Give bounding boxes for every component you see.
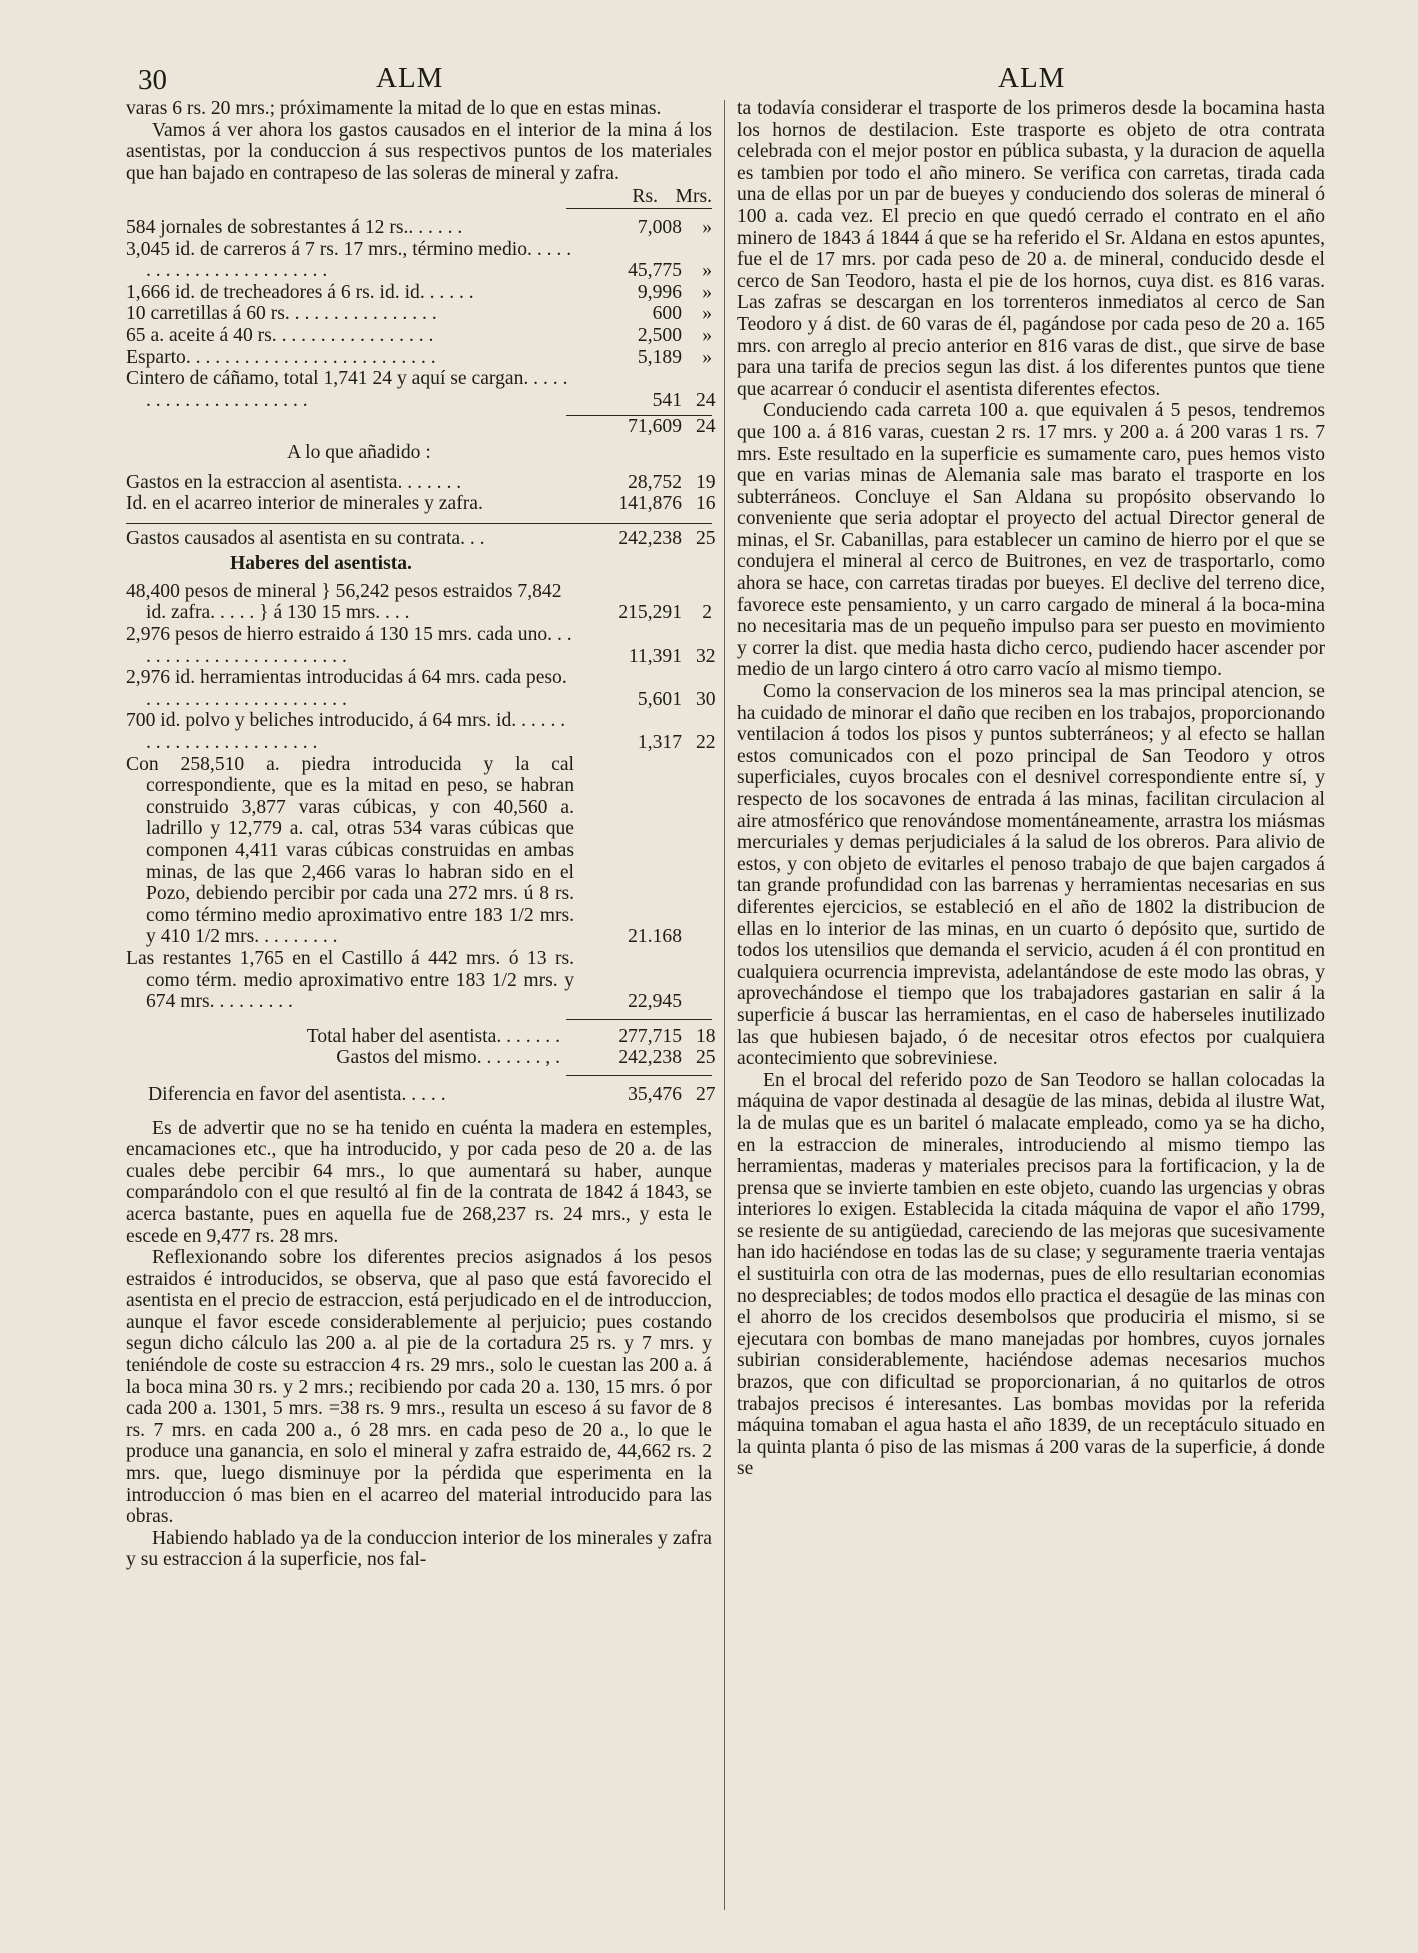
table-row: 65 a. aceite á 40 rs. . . . . . . . . . . . . . . . . 2,500 » [126, 324, 712, 346]
paragraph: Habiendo hablado ya de la conduccion interior de los minerales y zafra y su estraccion á la superficie, nos fal- [126, 1527, 712, 1571]
table-row: Las restantes 1,765 en el Castillo á 442 mrs. ó 13 rs. como térm. medio aproximativo entre 183 1/2 mrs. y 674 mrs. . . . . . . . . 22,945 [126, 947, 682, 1013]
table-header [126, 186, 712, 208]
table-row: 10 carretillas á 60 rs. . . . . . . . . . . . . . . . 600 » [126, 303, 712, 325]
table-row: 584 jornales de sobrestantes á 12 rs.. . . . . . 7,008 » [126, 216, 712, 238]
left-running-title: ALM [376, 62, 444, 94]
rule [566, 1075, 712, 1076]
added-label: A lo que añadido : [287, 441, 431, 463]
table-row: Esparto. . . . . . . . . . . . . . . . . . . . . . . . . . 5,189 » [126, 346, 712, 368]
rule [126, 523, 712, 524]
column-header-mrs: Mrs. [675, 186, 712, 208]
table-row: 48,400 pesos de mineral } 56,242 pesos estraidos 7,842 id. zafra. . . . . } á 130 15 mrs. . . . 215,291 2 [126, 580, 712, 624]
table-row: Id. en el acarreo interior de minerales y zafra. 141,876 16 [126, 493, 716, 515]
paragraph: varas 6 rs. 20 mrs.; próximamente la mitad de lo que en estas minas. [126, 98, 662, 119]
column-divider [724, 100, 725, 1910]
right-running-title: ALM [998, 62, 1066, 94]
expense-rows [126, 216, 716, 411]
subtotal-row: 71,609 24 [628, 416, 716, 438]
table-row: Cintero de cáñamo, total 1,741 24 y aquí se cargan. . . . . . . . . . . . . . . . . . . . . . 541 24 [126, 368, 716, 411]
table-row: Con 258,510 a. piedra introducida y la cal correspondiente, que es la mitad en peso, se habran construido 3,877 varas cúbicas, y con 40,560 a. ladrillo y 12,779 a. cal, otras 534 varas cúbicas que componen 4,411 varas cúbicas construidas en ambas minas, de las que 2,466 varas lo habran sido en el Pozo, debiendo percibir por cada una 272 mrs. ú 8 rs. como término medio aproximativo entre 183 1/2 mrs. y 410 1/2 mrs. . . . . . . . . 21.168 [126, 753, 682, 948]
paragraph: Es de advertir que no se ha tenido en cuénta la madera en estemples, encamaciones etc., que ha introducido, y por cada peso de 20 a. de las cuales debe percibir 64 mrs., lo que aumentará su haber, aunque comparándolo con el que resultó al fin de la contrata de 1842 á 1843, se acerca bastante, pues en aquella fue de 268,237 rs. 24 mrs., y esta le escede en 9,477 rs. 28 mrs. [126, 1117, 712, 1247]
total-row: Gastos causados al asentista en su contrata. . . 242,238 25 [126, 527, 716, 549]
income-rows [126, 580, 716, 1013]
rule [566, 208, 712, 209]
table-row: 700 id. polvo y beliches introducido, á 64 mrs. id. . . . . . . . . . . . . . . . . . . . . . . . 1,317 22 [126, 710, 716, 754]
paragraph: Como la conservacion de los mineros sea la mas principal atencion, se ha cuidado de minorar el daño que reciben en los trabajos, proporcionando ventilacion á todos los pisos y puntos subterráneos; y al efecto se hallan estos comunicados con el pozo principal de San Teodoro y otros superficiales, cuyos brocales con el desnivel correspondiente entre sí, y respecto de los socavones de entrada á las minas, facilitan circulacion al aire atmosférico que renovándose momentáneamente, arrastra los miásmas mercuriales y demas perjudiciales á la salud de los obreros. Para alivio de estos, y con objeto de evitarles el penoso trabajo de que bajen cargados á tan grande profundidad con las barrenas y herramientas necesarias en sus diferentes ejercicios, se estableció en el año de 1802 la distribucion de ellas en lo interior de las minas, en un cuarto ó depósito que, surtido de todos los utensilios que demanda el servicio, acuden á él con prontitud en cualquiera ocurrencia imprevista, adelantándose de este modo las obras, y aprovechándose el tiempo que los trabajadores gastarian en salir á la superficie á buscar las herramientas, en el caso de haberseles inutilizado las que hubiesen bajado, ó de necesitar otros efectos por cualquiera acontecimiento que sobreviniese. [737, 681, 1325, 1070]
left-column [126, 98, 716, 1571]
rule [566, 1019, 712, 1020]
table-row: Gastos en la estraccion al asentista. . . . . . . 28,752 19 [126, 471, 716, 493]
column-header-rs: Rs. [632, 186, 658, 208]
page-number: 30 [138, 64, 167, 96]
right-column [737, 98, 1325, 1480]
section-heading: Haberes del asentista. [230, 553, 412, 575]
paragraph: Conduciendo cada carreta 100 a. que equivalen á 5 pesos, tendremos que 100 a. á 816 varas, cuestan 2 rs. 17 mrs. y 200 a. á 200 varas 1 rs. 7 mrs. Este resultado en la superficie es sumamente caro, pues hemos visto que en varias minas de Alemania sale mas barato el trasporte en los subterráneos. Concluye el San Aldana su propósito observando lo conveniente que seria adoptar el proyecto del actual Director general de minas, el Sr. Cabanillas, para establecer un camino de hierro por el que se condujera el mineral al cerco de Buitrones, en vez de trasportarlo, como ahora se hace, con carretas tiradas por bueyes. El declive del terreno dice, favorece este pensamiento, y un carro cargado de mineral á la boca-mina no necesitaria mas de un pequeño impulso para ser puesto en movimiento y correr la dist. que media hasta dicho cerco, pudiendo hacer ascender por medio de un largo cintero á otro carro vacío al mismo tiempo. [737, 400, 1325, 681]
difference-row: Diferencia en favor del asentista. . . . . 35,476 27 [148, 1083, 716, 1105]
table-row: 2,976 pesos de hierro estraido á 130 15 mrs. cada uno. . . . . . . . . . . . . . . . . . . . . . . . 11,391 32 [126, 624, 716, 667]
table-row: 2,976 id. herramientas introducidas á 64 mrs. cada peso. . . . . . . . . . . . . . . . . . . . . . 5,601 30 [126, 667, 716, 710]
paragraph: Reflexionando sobre los diferentes precios asignados á los pesos estraidos é introducidos, se observa, que al paso que está favorecido el asentista en el precio de estraccion, está perjudicado en el de introduccion, aunque el favor escede considerablemente al perjuicio; pues costando segun dicho cálculo las 200 a. al pie de la cortadura 25 rs. y 7 mrs. y teniéndole de coste su estraccion 4 rs. 29 mrs., solo le cuestan las 200 a. á la boca mina 30 rs. y 2 mrs.; recibiendo por cada 20 a. 130, 15 mrs. ó por cada 200 a. 1301, 5 mrs. =38 rs. 9 mrs., resulta un esceso á su favor de 8 rs. 7 mrs. en cada 200 a., ó 28 mrs. en cada peso de 20 a., lo que le produce una ganancia, en solo el mineral y zafra estraido de, 44,662 rs. 2 mrs. que, luego disminuye por la pérdida que esperimenta en la introduccion ó mas bien en el acarreo del material introducido para las obras. [126, 1247, 712, 1528]
table-row: Gastos del mismo. . . . . . . , . 242,238 25 [336, 1047, 716, 1069]
table-row: 3,045 id. de carreros á 7 rs. 17 mrs., término medio. . . . . . . . . . . . . . . . . . . . . . . . 45,775 » [126, 238, 712, 282]
paragraph: Vamos á ver ahora los gastos causados en el interior de la mina á los asentistas, por la conduccion á sus respectivos puntos de los materiales que han bajado en contrapeso de las soleras de mineral y zafra. [126, 119, 712, 184]
paragraph: En el brocal del referido pozo de San Teodoro se hallan colocadas la máquina de vapor destinada al desagüe de las minas, debida al ilustre Wat, la de mulas que es un baritel ó malacate empleado, como ya se ha dicho, en la estraccion de minerales, introduciendo al mismo tiempo las herramientas, maderas y materiales precisos para la fortificacion, y la de prensa que se invierte tambien en este objeto, cuando las urgencias y obras interiores lo exigen. Establecida la citada máquina de vapor el año 1799, se resiente de su antigüedad, careciendo de las mejoras que sucesivamente han ido haciéndose en todas las de su clase; y seguramente traeria ventajas el sustituirla con otra de las modernas, pues de ello resultarian economias no despreciables; de todos modos ello practica el desagüe de las minas con el ahorro de los crecidos desembolsos que produciria el mismo, si se ejecutara con bombas de mano manejadas por hombres, cuyos jornales subirian considerablemente, haciéndose ademas necesarios muchos brazos, que con dificultad se proporcionarian, á no quitarlos de otros trabajos precisos é interesantes. Las bombas movidas por la referida máquina tomaban el agua hasta el año 1839, de un receptáculo situado en la quinta planta ó piso de las mismas á 200 varas de la superficie, á donde se [737, 1069, 1325, 1480]
table-row: Total haber del asentista. . . . . . . 277,715 18 [306, 1025, 716, 1047]
table-row: 1,666 id. de trecheadores á 6 rs. id. id. . . . . . 9,996 » [126, 281, 712, 303]
paragraph: ta todavía considerar el trasporte de los primeros desde la bocamina hasta los hornos de destilacion. Este trasporte es objeto de otra contrata celebrada con el mejor postor en pública subasta, y la duracion de aquella es tambien por todo el año minero. Se verifica con carretas, tirada cada una de ellas por un par de bueyes y conduciendo dos soleras de mineral ó 100 a. cada vez. El precio en que quedó cerrado el contrato en el año minero de 1843 á 1844 á que se ha referido el Sr. Aldana en estos apuntes, fue el de 17 mrs. por cada peso de 20 a. de mineral, conducido desde el cerco de San Teodoro, hasta el pie de los hornos, cuya dist. es 816 varas. Las zafras se descargan en los torrenteros inmediatos al cerco de San Teodoro y á dist. de 60 varas de él, pagándose por cada peso de 20 a. 165 mrs. con arreglo al precio anterior en 816 varas de dist., que sirve de base para una tarifa de precios segun las dist. á los diferentes puntos que tiene que acarrear ó conducir el asentista diferentes efectos. [737, 98, 1325, 400]
